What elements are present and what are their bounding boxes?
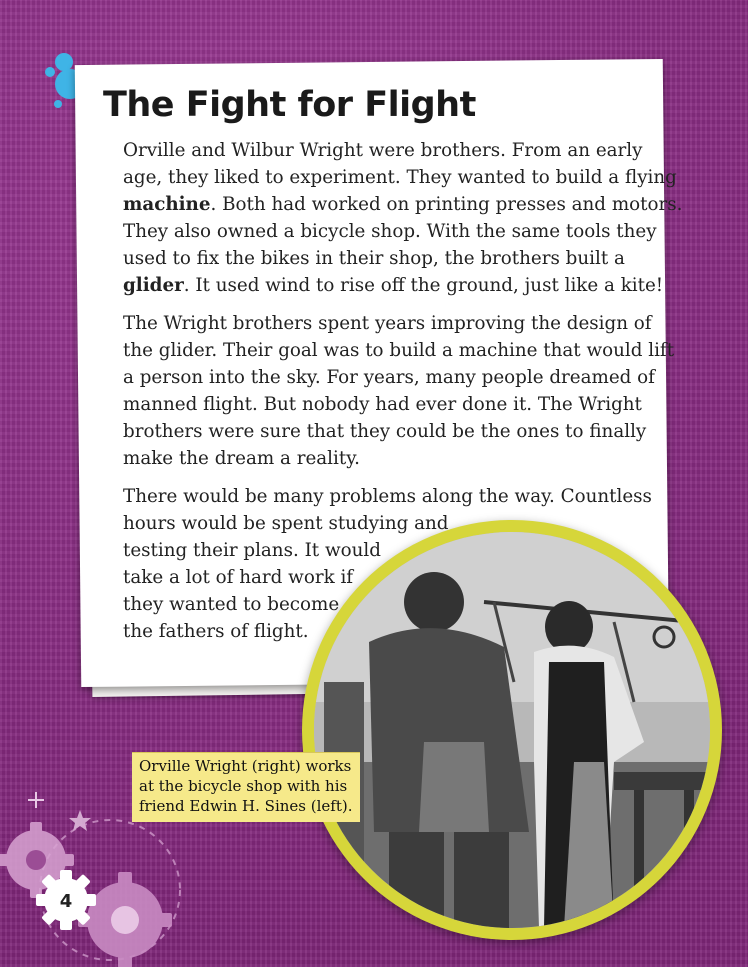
- text-line: a person into the sky. For years, many people dreamed of: [123, 367, 655, 388]
- vocab-word-glider: glider: [123, 275, 184, 296]
- page-number: 4: [59, 890, 73, 912]
- text-line: age, they liked to experiment. They wanted to build a flying: [123, 167, 677, 188]
- sparkle-icon: [28, 792, 44, 808]
- text-line: the fathers of flight.: [123, 621, 309, 642]
- sparkle-icon: [69, 810, 91, 831]
- text-line: brothers were sure that they could be the ones to finally: [123, 421, 647, 442]
- text-line: [103, 191, 683, 218]
- text-line: There would be many problems along the way. Countless: [123, 486, 652, 507]
- text-line: hours would be spent studying and: [123, 513, 449, 534]
- photo-of-workshop: [314, 532, 710, 928]
- text-line: The Wright brothers spent years improving the design of: [123, 313, 652, 334]
- text-line: They also owned a bicycle shop. With the same tools they: [123, 221, 657, 242]
- paragraph-1: [103, 137, 683, 299]
- text-line: the glider. Their goal was to build a machine that would lift: [123, 340, 675, 361]
- page-title: The Fight for Flight: [103, 85, 476, 125]
- text-line: make the dream a reality.: [123, 448, 360, 469]
- vocab-word-machine: machine: [123, 194, 211, 215]
- caption-line: Orville Wright (right) works: [139, 757, 352, 775]
- text-fragment: . Both had worked on printing presses and motors.: [210, 194, 683, 215]
- caption-line: at the bicycle shop with his: [139, 777, 348, 795]
- text-line: Orville and Wilbur Wright were brothers. From an early: [123, 140, 643, 161]
- text-line: take a lot of hard work if: [123, 567, 354, 588]
- text-line: they wanted to become: [123, 594, 340, 615]
- text-line: manned flight. But nobody had ever done it. The Wright: [123, 394, 642, 415]
- text-line: [103, 272, 664, 299]
- photo-frame: [302, 520, 722, 940]
- paragraph-2: [103, 310, 675, 472]
- workshop-illustration: [314, 532, 710, 928]
- gear-decoration: [0, 770, 230, 967]
- caption-line: friend Edwin H. Sines (left).: [139, 797, 353, 815]
- text-line: used to fix the bikes in their shop, the brothers built a: [123, 248, 625, 269]
- text-line: testing their plans. It would: [123, 540, 381, 561]
- text-fragment: . It used wind to rise off the ground, just like a kite!: [183, 275, 664, 296]
